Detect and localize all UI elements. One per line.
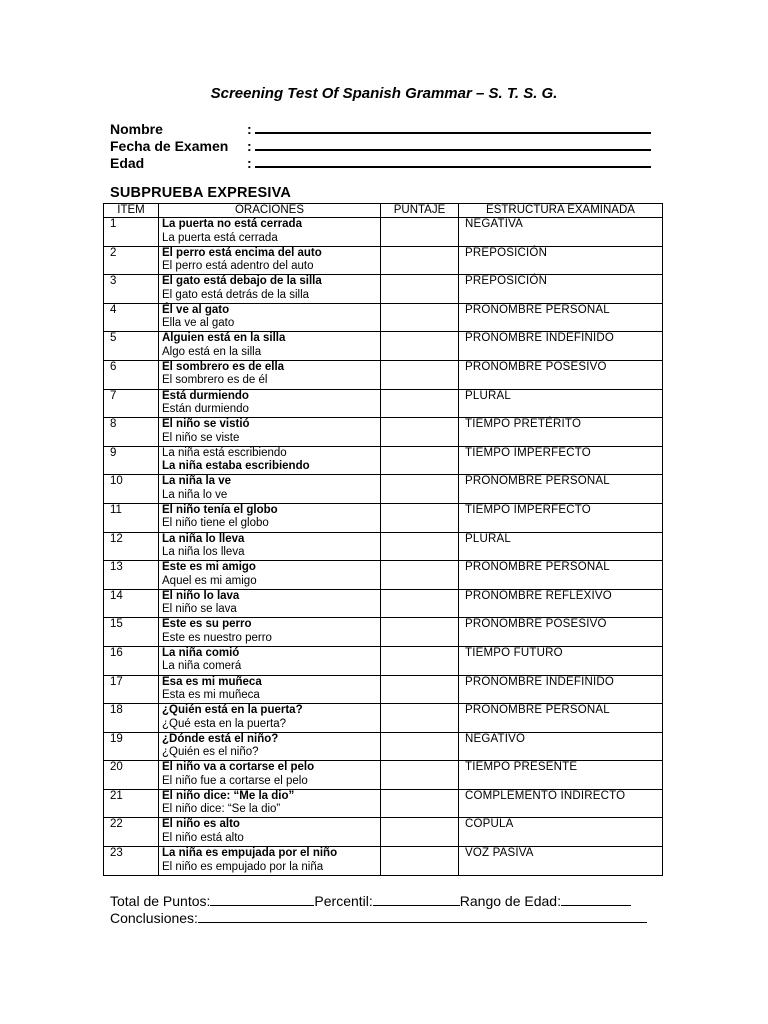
structure-examined: PRONOMBRE PERSONAL	[459, 303, 663, 332]
structure-examined: PRONOMBRE REFLEXIVO	[459, 589, 663, 618]
score-cell[interactable]	[381, 360, 459, 389]
structure-examined: PLURAL	[459, 389, 663, 418]
sentence-normal: Ella ve al gato	[162, 317, 235, 330]
total-puntos-blank[interactable]	[210, 893, 314, 906]
score-cell[interactable]	[381, 303, 459, 332]
table-row	[104, 761, 663, 790]
score-cell[interactable]	[381, 332, 459, 361]
table-body	[104, 218, 663, 876]
header-estructura: ESTRUCTURA EXAMINADA	[459, 204, 663, 218]
sentence-normal: Aquel es mi amigo	[162, 574, 257, 587]
table-row	[104, 561, 663, 590]
structure-examined: TIEMPO PRETÉRITO	[459, 418, 663, 447]
sentence-bold: La niña lo lleva	[162, 532, 245, 545]
table-row	[104, 675, 663, 704]
item-number: 19	[104, 732, 159, 761]
structure-examined: PRONOMBRE INDEFINIDO	[459, 332, 663, 361]
sentence-normal: La niña lo ve	[162, 488, 228, 501]
header-puntaje: PUNTAJE	[381, 204, 459, 218]
score-cell[interactable]	[381, 561, 459, 590]
table-row	[104, 732, 663, 761]
item-number: 12	[104, 532, 159, 561]
sentence-bold: ¿Dónde está el niño?	[162, 732, 279, 745]
table-row	[104, 332, 663, 361]
section-title: SUBPRUEBA EXPRESIVA	[110, 185, 292, 201]
edad-colon: :	[247, 155, 252, 171]
score-cell[interactable]	[381, 675, 459, 704]
nombre-label: Nombre	[110, 121, 163, 137]
header-oraciones: ORACIONES	[159, 204, 381, 218]
sentence-normal: El gato está detrás de la silla	[162, 288, 310, 301]
item-number: 8	[104, 418, 159, 447]
structure-examined: PRONOMBRE PERSONAL	[459, 704, 663, 733]
structure-examined: TIEMPO PRESENTE	[459, 761, 663, 790]
item-number: 18	[104, 704, 159, 733]
score-cell[interactable]	[381, 589, 459, 618]
document-title: Screening Test Of Spanish Grammar – S. T. S. G.	[210, 85, 558, 102]
sentence-bold: El niño tenía el globo	[162, 503, 278, 516]
sentence-normal: El niño está alto	[162, 831, 244, 844]
sentence-pair	[159, 446, 381, 475]
conclusiones-blank[interactable]	[198, 910, 647, 923]
table-row	[104, 818, 663, 847]
sentence-pair	[159, 618, 381, 647]
sentence-pair	[159, 275, 381, 304]
sentence-normal: Esta es mi muñeca	[162, 689, 260, 701]
nombre-blank-line[interactable]	[255, 120, 651, 134]
sentence-pair	[159, 303, 381, 332]
item-number: 20	[104, 761, 159, 790]
score-cell[interactable]	[381, 618, 459, 647]
sentence-bold: El perro está encima del auto	[162, 246, 322, 259]
item-number: 23	[104, 847, 159, 876]
table-row	[104, 847, 663, 876]
item-number: 2	[104, 246, 159, 275]
sentence-normal: La niña comerá	[162, 660, 242, 673]
table-row	[104, 275, 663, 304]
sentence-bold: El niño es alto	[162, 818, 240, 831]
sentence-pair	[159, 360, 381, 389]
structure-examined: COPULA	[459, 818, 663, 847]
score-cell[interactable]	[381, 732, 459, 761]
item-number: 16	[104, 646, 159, 675]
fecha-examen-colon: :	[247, 138, 252, 154]
fecha-examen-label: Fecha de Examen	[110, 138, 229, 154]
score-cell[interactable]	[381, 418, 459, 447]
structure-examined: TIEMPO IMPERFECTO	[459, 503, 663, 532]
sentence-bold: ¿Quién está en la puerta?	[162, 704, 303, 717]
sentence-bold: El niño se vistió	[162, 418, 250, 431]
table-row	[104, 475, 663, 504]
table-row	[104, 303, 663, 332]
sentence-pair	[159, 561, 381, 590]
structure-examined: PRONOMBRE POSESIVO	[459, 618, 663, 647]
sentence-pair	[159, 475, 381, 504]
table-row	[104, 789, 663, 818]
rango-edad-label: Rango de Edad:	[459, 893, 561, 909]
score-cell[interactable]	[381, 218, 459, 247]
sentence-bold: Esa es mi muñeca	[162, 675, 262, 688]
sentence-normal: La puerta está cerrada	[162, 231, 278, 244]
sentence-normal: El sombrero es de él	[162, 374, 268, 387]
score-cell[interactable]	[381, 818, 459, 847]
sentence-normal: Este es nuestro perro	[162, 631, 272, 644]
score-cell[interactable]	[381, 761, 459, 790]
item-number: 3	[104, 275, 159, 304]
sentence-normal: Están durmiendo	[162, 403, 249, 416]
item-number: 11	[104, 503, 159, 532]
item-number: 4	[104, 303, 159, 332]
conclusiones-label: Conclusiones:	[110, 910, 198, 926]
score-cell[interactable]	[381, 475, 459, 504]
sentence-pair	[159, 761, 381, 790]
item-number: 1	[104, 218, 159, 247]
sentence-normal: El niño es empujado por la niña	[162, 860, 324, 873]
score-cell[interactable]	[381, 503, 459, 532]
sentence-bold: Él ve al gato	[162, 303, 230, 316]
sentence-pair	[159, 589, 381, 618]
score-cell[interactable]	[381, 275, 459, 304]
score-summary-line	[110, 893, 631, 910]
table-row	[104, 446, 663, 475]
score-cell[interactable]	[381, 646, 459, 675]
sentence-normal: El niño tiene el globo	[162, 517, 269, 530]
score-cell[interactable]	[381, 246, 459, 275]
sentence-bold: El niño dice: “Me la dio”	[162, 789, 295, 802]
table-row	[104, 418, 663, 447]
score-cell[interactable]	[381, 789, 459, 818]
sentence-pair	[159, 532, 381, 561]
sentence-pair	[159, 675, 381, 704]
item-number: 5	[104, 332, 159, 361]
sentence-pair	[159, 789, 381, 818]
sentence-bold: La niña estaba escribiendo	[162, 460, 310, 473]
sentence-normal: El perro está adentro del auto	[162, 260, 314, 273]
score-cell[interactable]	[381, 704, 459, 733]
item-number: 17	[104, 675, 159, 704]
expressive-subtest-table	[103, 203, 663, 876]
sentence-pair	[159, 704, 381, 733]
sentence-normal: El niño se viste	[162, 431, 240, 444]
item-number: 7	[104, 389, 159, 418]
sentence-bold: La niña la ve	[162, 475, 232, 488]
table-row	[104, 503, 663, 532]
sentence-bold: Este es su perro	[162, 618, 252, 631]
sentence-pair	[159, 503, 381, 532]
fecha-examen-field	[110, 137, 651, 154]
score-cell[interactable]	[381, 847, 459, 876]
table-row	[104, 246, 663, 275]
sentence-bold: Alguien está en la silla	[162, 332, 286, 345]
sentence-pair	[159, 646, 381, 675]
sentence-normal: El niño fue a cortarse el pelo	[162, 774, 308, 787]
score-cell[interactable]	[381, 532, 459, 561]
edad-blank-line[interactable]	[255, 154, 651, 168]
edad-field	[110, 154, 651, 171]
nombre-colon: :	[247, 121, 252, 137]
score-cell[interactable]	[381, 446, 459, 475]
nombre-field	[110, 120, 651, 137]
sentence-pair	[159, 818, 381, 847]
sentence-pair	[159, 332, 381, 361]
item-number: 9	[104, 446, 159, 475]
sentence-pair	[159, 218, 381, 247]
item-number: 15	[104, 618, 159, 647]
sentence-bold: El niño lo lava	[162, 589, 240, 602]
percentil-label: Percentil:	[314, 893, 373, 909]
structure-examined: COMPLEMENTO INDIRECTO	[459, 789, 663, 818]
table-row	[104, 589, 663, 618]
edad-label: Edad	[110, 155, 145, 171]
table-row	[104, 704, 663, 733]
structure-examined: PRONOMBRE INDEFINIDO	[459, 675, 663, 704]
item-number: 10	[104, 475, 159, 504]
structure-examined: NEGATIVO	[459, 732, 663, 761]
sentence-bold: El gato está debajo de la silla	[162, 275, 322, 288]
structure-examined: PRONOMBRE PERSONAL	[459, 561, 663, 590]
sentence-bold: La niña comió	[162, 646, 240, 659]
percentil-blank[interactable]	[373, 893, 460, 906]
table-row	[104, 389, 663, 418]
sentence-pair	[159, 246, 381, 275]
sentence-normal: El niño se lava	[162, 603, 237, 616]
sentence-bold: Está durmiendo	[162, 389, 249, 402]
rango-edad-blank[interactable]	[561, 893, 631, 906]
sentence-pair	[159, 389, 381, 418]
table-header-row	[104, 204, 663, 218]
table-row	[104, 646, 663, 675]
structure-examined: PRONOMBRE PERSONAL	[459, 475, 663, 504]
structure-examined: PRONOMBRE POSESIVO	[459, 360, 663, 389]
sentence-normal: ¿Qué esta en la puerta?	[162, 717, 287, 730]
sentence-bold: La puerta no está cerrada	[162, 218, 302, 230]
item-number: 13	[104, 561, 159, 590]
header-item: ITEM	[104, 204, 159, 218]
item-number: 14	[104, 589, 159, 618]
sentence-normal: Algo está en la silla	[162, 345, 262, 358]
structure-examined: PLURAL	[459, 532, 663, 561]
structure-examined: PREPOSICIÓN	[459, 246, 663, 275]
sentence-pair	[159, 418, 381, 447]
conclusiones-line	[110, 910, 647, 927]
structure-examined: TIEMPO FUTURO	[459, 646, 663, 675]
sentence-normal: La niña los lleva	[162, 546, 245, 559]
structure-examined: NEGATIVA	[459, 218, 663, 247]
total-puntos-label: Total de Puntos:	[110, 893, 211, 909]
sentence-normal: La niña está escribiendo	[162, 446, 287, 459]
sentence-bold: El niño va a cortarse el pelo	[162, 761, 315, 774]
fecha-examen-blank-line[interactable]	[255, 137, 651, 151]
sentence-bold: La niña es empujada por el niño	[162, 847, 338, 860]
score-cell[interactable]	[381, 389, 459, 418]
sentence-normal: ¿Quién es el niño?	[162, 746, 259, 759]
item-number: 22	[104, 818, 159, 847]
sentence-normal: El niño dice: “Se la dio”	[162, 803, 281, 816]
table-row	[104, 218, 663, 247]
table-row	[104, 532, 663, 561]
structure-examined: VOZ PASIVA	[459, 847, 663, 876]
item-number: 21	[104, 789, 159, 818]
item-number: 6	[104, 360, 159, 389]
structure-examined: PREPOSICIÓN	[459, 275, 663, 304]
table-row	[104, 360, 663, 389]
sentence-bold: El sombrero es de ella	[162, 360, 285, 373]
structure-examined: TIEMPO IMPERFECTO	[459, 446, 663, 475]
sentence-pair	[159, 732, 381, 761]
table-row	[104, 618, 663, 647]
sentence-bold: Este es mi amigo	[162, 561, 256, 574]
sentence-pair	[159, 847, 381, 876]
